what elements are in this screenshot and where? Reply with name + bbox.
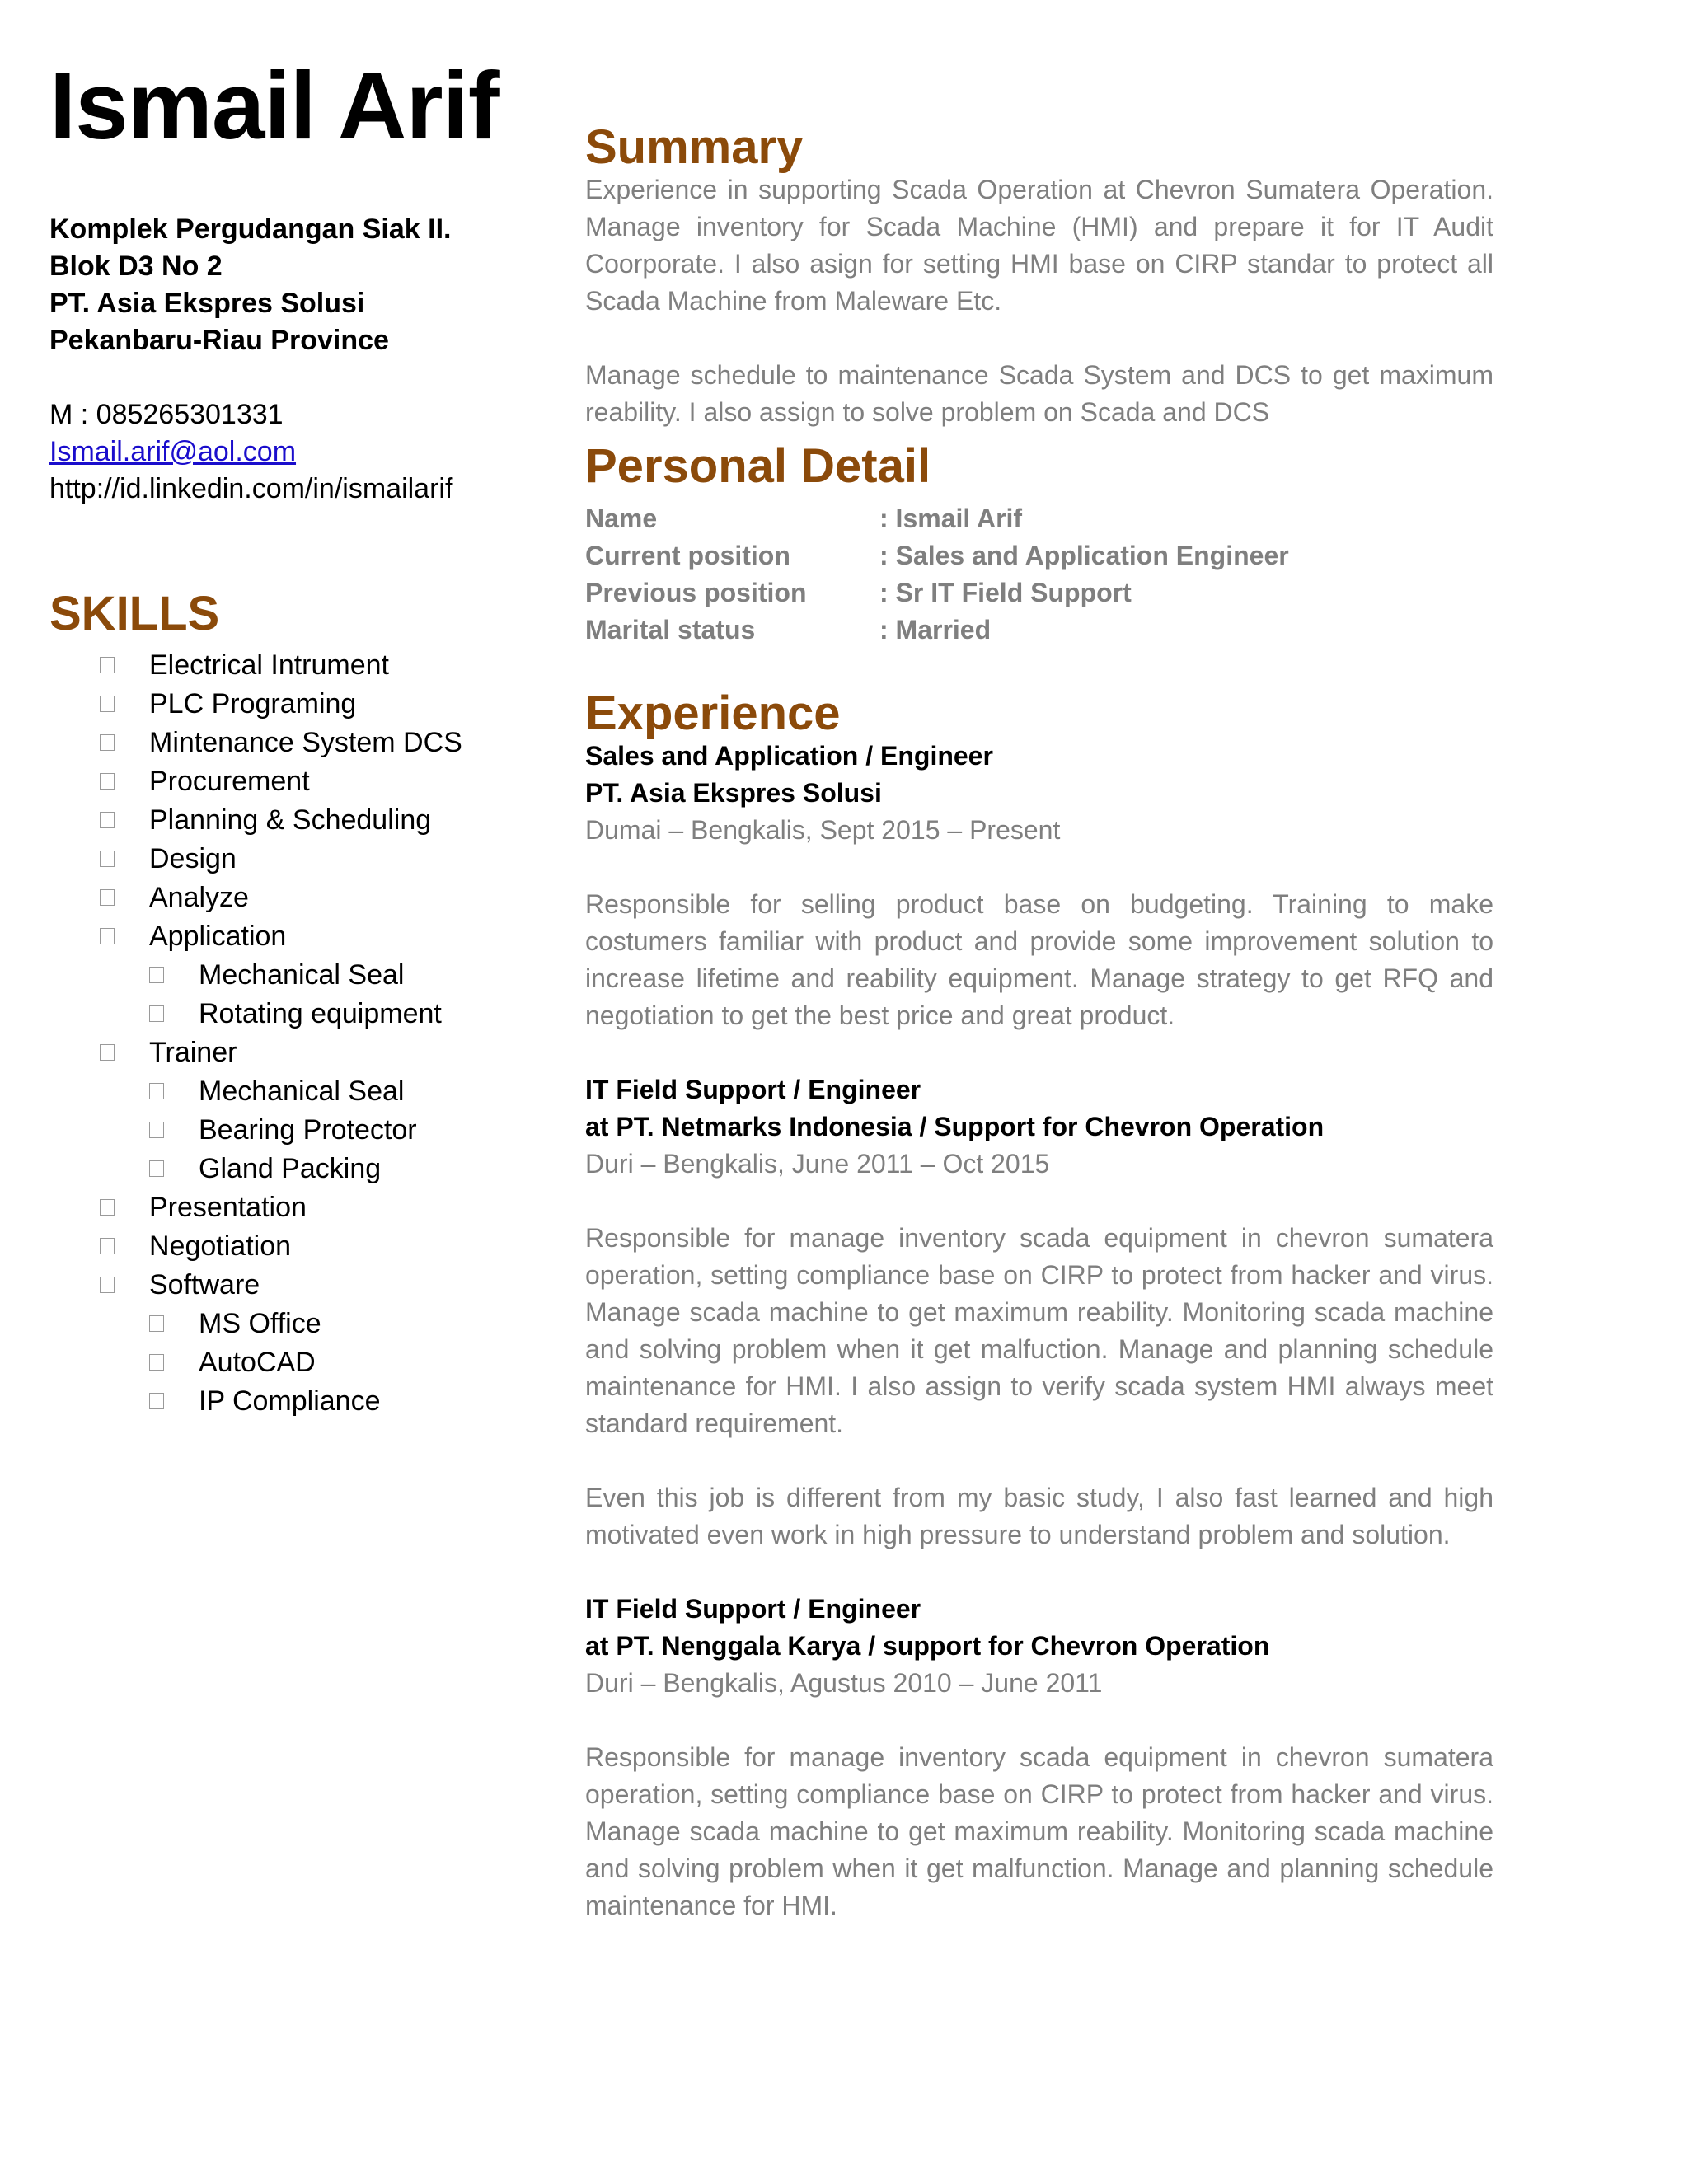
experience-heading: Experience [585,687,841,740]
skill-label: IP Compliance [199,1385,381,1417]
checkbox-bullet-icon [100,928,115,944]
personal-detail-table [585,500,1289,649]
linkedin-url: http://id.linkedin.com/in/ismailarif [49,473,453,504]
job-entry [585,1591,1493,1924]
personal-detail-row [585,574,1289,612]
job-description: Responsible for selling product base on budgeting. Training to make costumers familiar with product and provide some improvement solution to increase lifetime and reability equipment. Manage strategy to get RFQ and negotiation to get the best price and great product. [585,889,1493,1030]
phone-number: M : 085265301331 [49,399,284,430]
checkbox-bullet-icon [100,1238,115,1254]
job-entry [585,738,1493,1034]
address-line: PT. Asia Ekspres Solusi [49,288,365,319]
skill-label: Rotating equipment [199,998,442,1029]
personal-detail-row [585,500,1289,537]
summary-paragraph: Manage schedule to maintenance Scada System and DCS to get maximum reability. I also assign to solve problem on Scada and DCS [585,360,1493,427]
summary-paragraph: Experience in supporting Scada Operation at Chevron Sumatera Operation. Manage inventory for Scada Machine (HMI) and prepare it for IT Audit Coorporate. I also asign for setting HMI base on CIRP standar to protect all Scada Machine from Maleware Etc. [585,175,1493,316]
personal-detail-value: : Sales and Application Engineer [879,541,1289,570]
skill-label: Bearing Protector [199,1114,417,1146]
skill-item [49,917,528,956]
skill-label: Software [149,1269,260,1301]
skill-label: Trainer [149,1037,237,1068]
checkbox-bullet-icon [149,1160,164,1177]
skill-item [49,762,528,801]
skill-item [49,879,528,917]
personal-detail-row [585,537,1289,574]
job-company: at PT. Netmarks Indonesia / Support for Chevron Operation [585,1112,1325,1141]
skill-item [49,646,528,685]
skill-label: Design [149,843,237,874]
checkbox-bullet-icon [100,734,115,751]
checkbox-bullet-icon [149,1393,164,1409]
skill-item [49,1033,528,1072]
skill-label: Mechanical Seal [199,959,405,991]
skill-item [49,1111,528,1150]
skill-label: MS Office [199,1308,321,1339]
skill-item [49,1343,528,1382]
personal-detail-key: Name [585,504,658,533]
skill-item [49,685,528,724]
skill-item [49,724,528,762]
skill-label: Gland Packing [199,1153,382,1184]
email-link[interactable]: Ismail.arif@aol.com [49,436,297,467]
job-company: PT. Asia Ekspres Solusi [585,778,882,808]
address-line: Blok D3 No 2 [49,251,223,282]
personal-detail-key: Previous position [585,578,807,607]
personal-detail-key: Current position [585,541,790,570]
skill-item [49,801,528,840]
checkbox-bullet-icon [100,773,115,790]
checkbox-bullet-icon [100,1277,115,1293]
skill-item [49,1266,528,1305]
job-description: Even this job is different from my basic study, I also fast learned and high motivated even work in high pressure to understand problem and solution. [585,1483,1493,1549]
checkbox-bullet-icon [149,1354,164,1371]
checkbox-bullet-icon [149,1005,164,1022]
address-line: Komplek Pergudangan Siak II. [49,213,452,245]
personal-detail-value: : Sr IT Field Support [879,578,1132,607]
skills-list [49,646,528,1421]
skill-item [49,1072,528,1111]
skill-label: Mechanical Seal [199,1076,405,1107]
checkbox-bullet-icon [100,851,115,867]
job-company: at PT. Nenggala Karya / support for Chevron Operation [585,1631,1270,1661]
skill-label: Electrical Intrument [149,649,389,681]
skill-label: Analyze [149,882,249,913]
personal-detail-value: : Married [879,615,992,644]
skill-item [49,1188,528,1227]
right-column [585,120,1493,1924]
skill-label: AutoCAD [199,1347,316,1378]
skill-label: Planning & Scheduling [149,804,432,836]
job-description: Responsible for manage inventory scada equipment in chevron sumatera operation, setting compliance base on CIRP to protect from hacker and virus. Manage scada machine to get maximum reability. Monitoring scada machine and solving problem when it get malfuction. Manage and planning schedule maintenance for HMI. I also assign to verify scada system HMI always meet standard requirement. [585,1223,1493,1438]
skill-item [49,840,528,879]
skill-label: Mintenance System DCS [149,727,462,758]
checkbox-bullet-icon [100,657,115,673]
skill-label: Procurement [149,766,310,797]
skill-item [49,1227,528,1266]
skill-item [49,956,528,995]
checkbox-bullet-icon [149,967,164,983]
skill-item [49,995,528,1033]
skill-item [49,1382,528,1421]
job-entry [585,1071,1493,1554]
job-location: Duri – Bengkalis, Agustus 2010 – June 2011 [585,1668,1103,1698]
checkbox-bullet-icon [100,812,115,828]
address-line: Pekanbaru-Riau Province [49,325,389,356]
checkbox-bullet-icon [100,696,115,712]
job-description: Responsible for manage inventory scada equipment in chevron sumatera operation, setting compliance base on CIRP to protect from hacker and virus. Manage scada machine to get maximum reability. Monitoring scada machine and solving problem when it get malfunction. Manage and planning schedule maintenance for HMI. [585,1742,1493,1920]
personal-detail-row [585,612,1289,649]
checkbox-bullet-icon [149,1083,164,1099]
left-column [49,52,528,1421]
checkbox-bullet-icon [100,1044,115,1061]
job-location: Dumai – Bengkalis, Sept 2015 – Present [585,815,1061,845]
job-location: Duri – Bengkalis, June 2011 – Oct 2015 [585,1149,1050,1179]
summary-heading: Summary [585,120,804,174]
skill-item [49,1150,528,1188]
skills-heading: SKILLS [49,587,220,640]
checkbox-bullet-icon [100,1199,115,1216]
personal-detail-value: : Ismail Arif [879,504,1023,533]
skill-item [49,1305,528,1343]
personal-detail-heading: Personal Detail [585,439,931,493]
skill-label: Negotiation [149,1230,292,1262]
checkbox-bullet-icon [149,1122,164,1138]
checkbox-bullet-icon [149,1315,164,1332]
skill-label: PLC Programing [149,688,357,719]
personal-detail-key: Marital status [585,615,756,644]
skill-label: Application [149,921,287,952]
job-title: IT Field Support / Engineer [585,1075,921,1104]
skill-label: Presentation [149,1192,307,1223]
job-title: Sales and Application / Engineer [585,741,993,771]
checkbox-bullet-icon [100,889,115,906]
contact-block [49,396,528,508]
address-block [49,211,528,359]
job-title: IT Field Support / Engineer [585,1594,921,1624]
candidate-name: Ismail Arif [49,52,499,159]
